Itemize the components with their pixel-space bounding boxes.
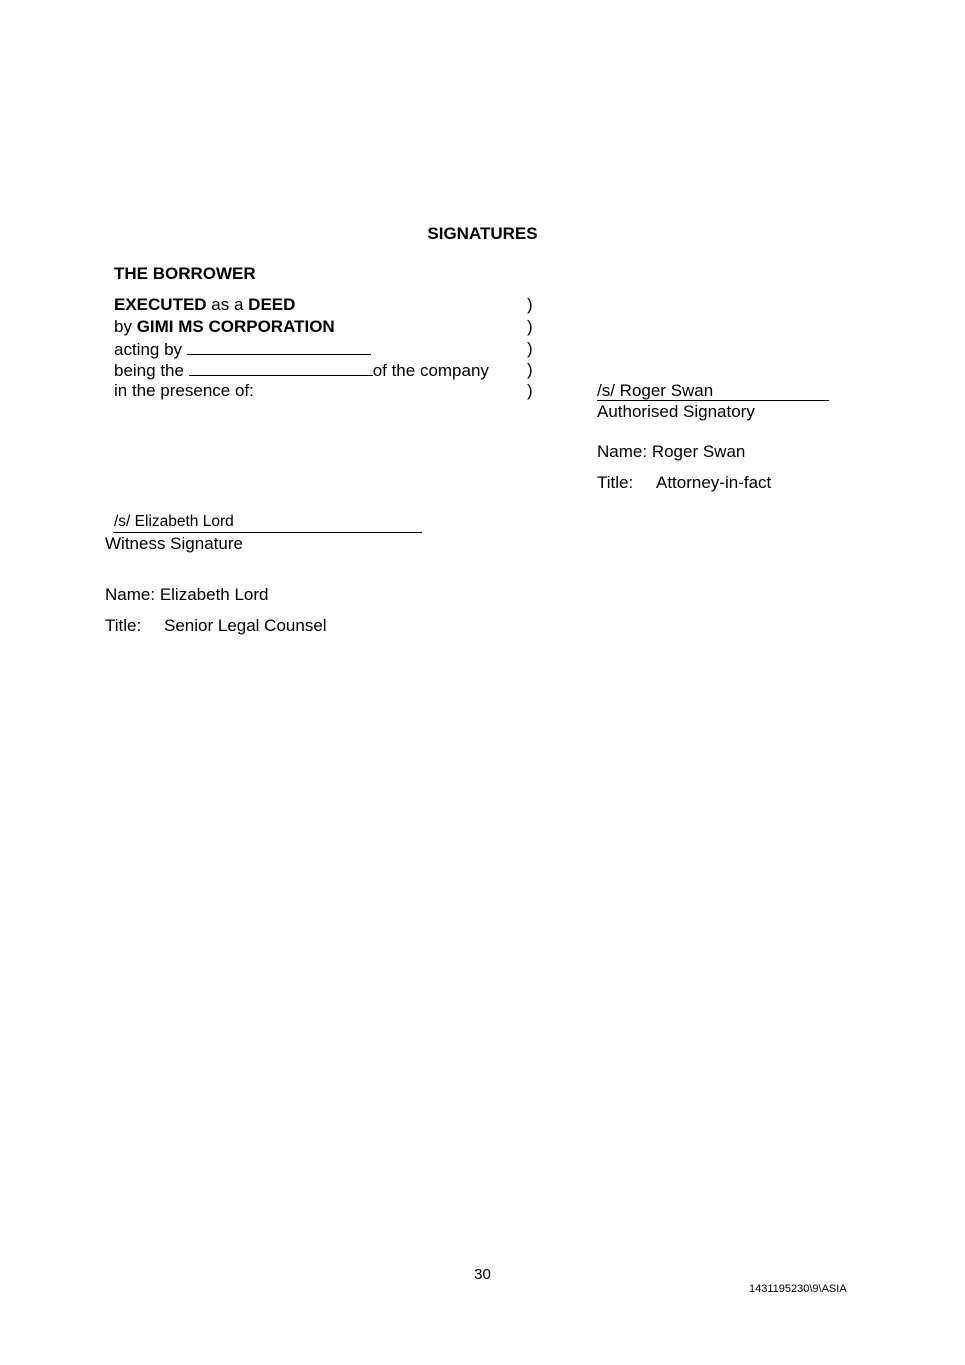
paren-4: ) <box>527 360 533 379</box>
execution-line-2 <box>114 317 335 337</box>
signatory-signature: /s/ Roger Swan <box>597 381 714 400</box>
witness-role: Witness Signature <box>105 534 243 553</box>
signatory-title-label: Title: <box>597 473 634 492</box>
page-number: 30 <box>474 1266 491 1283</box>
company-name: GIMI MS CORPORATION <box>136 317 335 336</box>
witness-signature-line <box>113 514 422 533</box>
signatory-role: Authorised Signatory <box>597 402 755 421</box>
witness-signature: /s/ Elizabeth Lord <box>114 513 234 530</box>
as-a-text: as a <box>206 295 249 314</box>
paren-3: ) <box>527 339 533 358</box>
signatory-name-row <box>597 442 745 462</box>
witness-name-label: Name: <box>105 585 156 604</box>
witness-name-row <box>105 585 269 605</box>
section-title-borrower: THE BORROWER <box>114 264 256 283</box>
witness-title-row <box>105 616 327 636</box>
execution-line-4 <box>114 360 489 381</box>
being-the-text: being the <box>114 361 189 380</box>
executed-text: EXECUTED <box>114 295 207 314</box>
acting-by-blank <box>187 339 371 355</box>
acting-by-text: acting by <box>114 340 187 359</box>
signatory-title-row <box>597 473 771 493</box>
paren-1: ) <box>527 295 533 314</box>
signatory-name-label: Name: <box>597 442 648 461</box>
signatory-name: Roger Swan <box>651 442 746 461</box>
deed-text: DEED <box>248 295 296 314</box>
execution-line-1 <box>114 295 295 315</box>
document-reference: 1431195230\9\ASIA <box>749 1283 847 1295</box>
page-title: SIGNATURES <box>427 224 538 243</box>
by-text: by <box>114 317 137 336</box>
paren-5: ) <box>527 381 533 400</box>
signatory-signature-line <box>597 381 829 401</box>
execution-line-5: in the presence of: <box>114 381 254 400</box>
signatory-title: Attorney-in-fact <box>656 473 772 492</box>
being-the-blank <box>189 360 373 376</box>
paren-2: ) <box>527 317 533 336</box>
execution-line-3 <box>114 339 371 360</box>
of-the-company-text: of the company <box>372 361 489 380</box>
witness-title-label: Title: <box>105 616 142 635</box>
witness-title: Senior Legal Counsel <box>164 616 327 635</box>
witness-name: Elizabeth Lord <box>159 585 269 604</box>
